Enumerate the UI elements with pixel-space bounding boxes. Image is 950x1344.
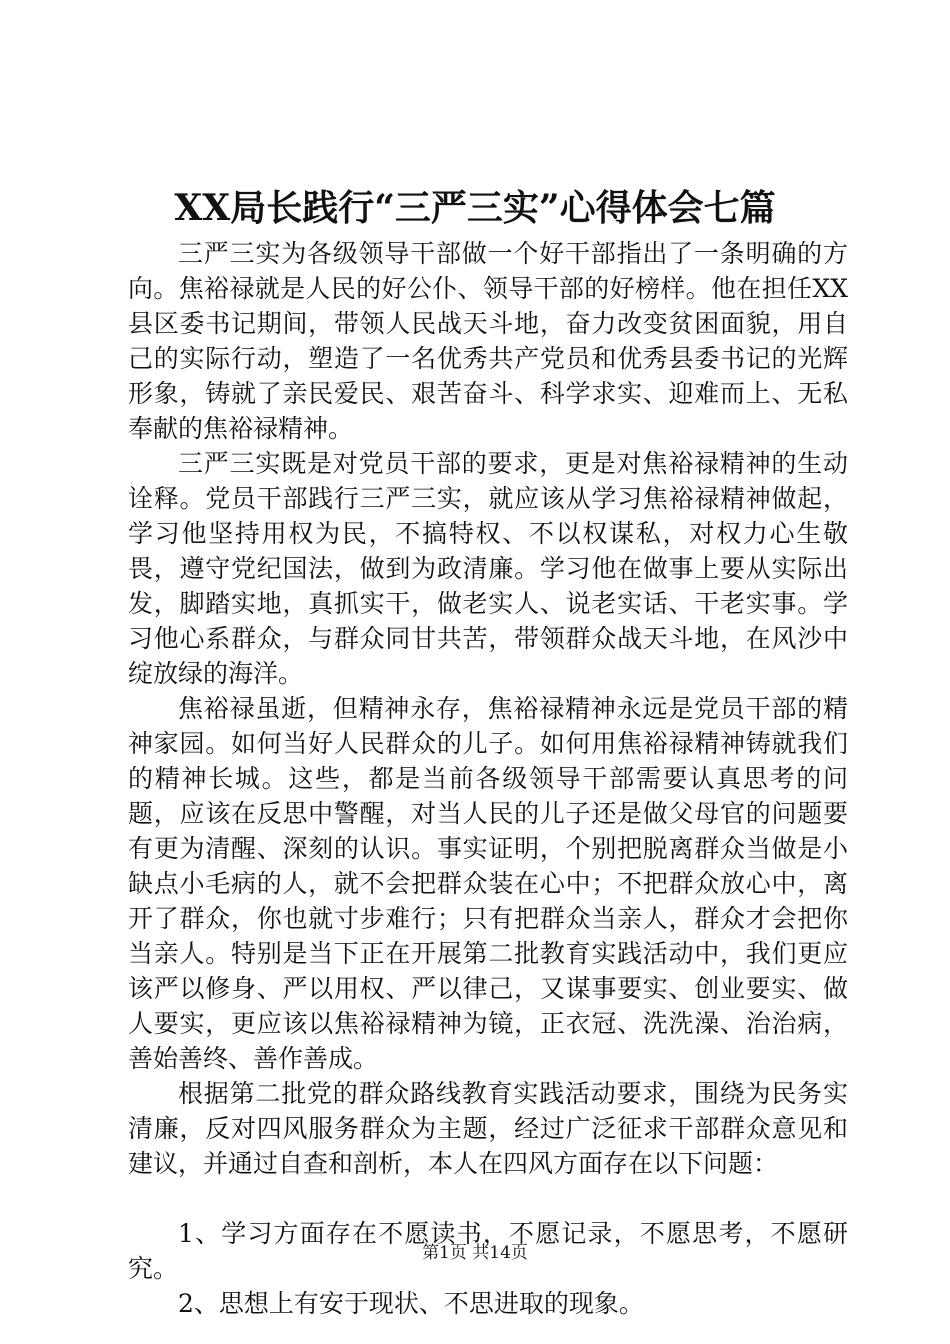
list-item-2: 2、思想上有安于现状、不思进取的现象。 xyxy=(178,1289,644,1318)
list-item-1: 1、学习方面存在不愿读书，不愿记录，不愿思考，不愿研究。 xyxy=(128,1219,848,1283)
document-body xyxy=(128,236,848,1321)
paragraph-3: 焦裕禄虽逝，但精神永存，焦裕禄精神永远是党员干部的精神家园。如何当好人民群众的儿子。如何用焦裕禄精神铸就我们的精神长城。这些，都是当前各级领导干部需要认真思考的问题，应该在反思中警醒，对当人民的儿子还是做父母官的问题要有更为清醒、深刻的认识。事实证明，个别把脱离群众当做是小缺点小毛病的人，就不会把群众装在心中；不把群众放心中，离开了群众，你也就寸步难行；只有把群众当亲人，群众才会把你当亲人。特别是当下正在开展第二批教育实践活动中，我们更应该严以修身、严以用权、严以律己，又谋事要实、创业要实、做人要实，更应该以焦裕禄精神为镜，正衣冠、洗洗澡、治治病，善始善终、善作善成。 xyxy=(128,694,848,1073)
paragraph-spacer xyxy=(128,1181,848,1216)
paragraph-1: 三严三实为各级领导干部做一个好干部指出了一条明确的方向。焦裕禄就是人民的好公仆、领导干部的好榜样。他在担任XX县区委书记期间，带领人民战天斗地，奋力改变贫困面貌，用自己的实际行动，塑造了一名优秀共产党员和优秀县委书记的光辉形象，铸就了亲民爱民、艰苦奋斗、科学求实、迎难而上、无私奉献的焦裕禄精神。 xyxy=(128,239,848,443)
paragraph-2: 三严三实既是对党员干部的要求，更是对焦裕禄精神的生动诠释。党员干部践行三严三实，就应该从学习焦裕禄精神做起，学习他坚持用权为民，不搞特权、不以权谋私，对权力心生敬畏，遵守党纪国法，做到为政清廉。学习他在做事上要从实际出发，脚踏实地，真抓实干，做老实人、说老实话、干老实事。学习他心系群众，与群众同甘共苦，带领群众战天斗地，在风沙中绽放绿的海洋。 xyxy=(128,449,848,688)
paragraph-4: 根据第二批党的群众路线教育实践活动要求，围绕为民务实清廉，反对四风服务群众为主题，经过广泛征求干部群众意见和建议，并通过自查和剖析，本人在四风方面存在以下问题： xyxy=(128,1079,848,1178)
document-title: XX局长践行“三严三实”心得体会七篇 xyxy=(174,187,776,229)
page-footer: 第1页 共14页 xyxy=(422,1243,528,1263)
